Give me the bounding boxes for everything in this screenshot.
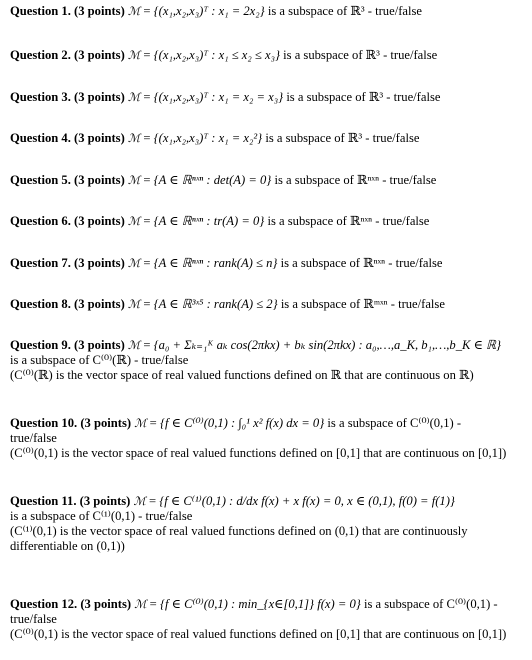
set-definition: {A ∈ ℝⁿˣⁿ : tr(A) = 0} [153,214,265,228]
question-label: Question 2. (3 points) [10,48,125,62]
question-suffix-continued: true/false [10,612,57,626]
set-definition: {(x₁,x₂,x₃)ᵀ : x₁ ≤ x₂ ≤ x₃} [153,48,280,62]
question-2: Question 2. (3 points) ℳ = {(x₁,x₂,x₃)ᵀ : x₁ ≤ x₂ ≤ x₃} is a subspace of ℝ³ - true/false [10,48,438,62]
question-label: Question 10. (3 points) [10,416,132,430]
question-suffix: is a subspace of ℝ³ - true/false [286,90,441,104]
question-12: Question 12. (3 points) ℳ = {f ∈ C⁽⁰⁾(0,1) : min_{x∈[0,1]} f(x) = 0} is a subspace of C⁽⁰⁾(0,1) - true/false (C⁽⁰⁾(0,1) is the vector space of real valued functions defined on [0,1] that are continuous on [0,1]) [10,597,525,642]
set-definition: {f ∈ C⁽¹⁾(0,1) : d/dx f(x) + x f(x) = 0, x ∈ (0,1), f(0) = f(1)} [159,494,455,508]
question-label: Question 7. (3 points) [10,256,125,270]
question-3: Question 3. (3 points) ℳ = {(x₁,x₂,x₃)ᵀ : x₁ = x₂ = x₃} is a subspace of ℝ³ - true/false [10,90,441,104]
set-definition: {A ∈ ℝⁿˣⁿ : rank(A) ≤ n} [153,256,278,270]
question-suffix: is a subspace of ℝ³ - true/false [283,48,438,62]
question-1: Question 1. (3 points) ℳ = {(x₁,x₂,x₃)ᵀ : x₁ = 2x₂} is a subspace of ℝ³ - true/false [10,4,422,18]
set-definition: {f ∈ C⁽⁰⁾(0,1) : ∫₀¹ x² f(x) dx = 0} [159,416,325,430]
set-definition: {f ∈ C⁽⁰⁾(0,1) : min_{x∈[0,1]} f(x) = 0} [159,597,361,611]
question-10: Question 10. (3 points) ℳ = {f ∈ C⁽⁰⁾(0,1) : ∫₀¹ x² f(x) dx = 0} is a subspace of C⁽⁰⁾(0,1) - true/false (C⁽⁰⁾(0,1) is the vector space of real valued functions defined on [0,1] that are continuous on [0,1]) [10,416,525,461]
question-label: Question 5. (3 points) [10,173,125,187]
set-definition: {(x₁,x₂,x₃)ᵀ : x₁ = x₂ = x₃} [153,90,284,104]
question-label: Question 6. (3 points) [10,214,125,228]
set-definition: {a₀ + Σₖ₌₁ᴷ aₖ cos(2πkx) + bₖ sin(2πkx) : a₀,…,a_K, b₁,…,b_K ∈ ℝ} [153,338,502,352]
question-suffix: is a subspace of C⁽¹⁾(0,1) - true/false [10,509,193,523]
question-6: Question 6. (3 points) ℳ = {A ∈ ℝⁿˣⁿ : tr(A) = 0} is a subspace of ℝⁿˣⁿ - true/false [10,214,430,228]
question-suffix: is a subspace of C⁽⁰⁾(0,1) - [363,597,498,611]
question-5: Question 5. (3 points) ℳ = {A ∈ ℝⁿˣⁿ : det(A) = 0} is a subspace of ℝⁿˣⁿ - true/false [10,173,437,187]
question-label: Question 3. (3 points) [10,90,125,104]
question-note: (C⁽⁰⁾(ℝ) is the vector space of real valued functions defined on ℝ that are continuous on ℝ) [10,368,474,382]
question-suffix: is a subspace of ℝ³ - true/false [265,131,420,145]
set-definition: {(x₁,x₂,x₃)ᵀ : x₁ = x₂²} [153,131,263,145]
question-suffix: is a subspace of ℝⁿˣⁿ - true/false [267,214,430,228]
question-8: Question 8. (3 points) ℳ = {A ∈ ℝ³ˣ⁵ : rank(A) ≤ 2} is a subspace of ℝᵐˣⁿ - true/false [10,297,445,311]
question-7: Question 7. (3 points) ℳ = {A ∈ ℝⁿˣⁿ : rank(A) ≤ n} is a subspace of ℝⁿˣⁿ - true/false [10,256,443,270]
question-label: Question 12. (3 points) [10,597,132,611]
question-label: Question 4. (3 points) [10,131,125,145]
question-suffix: is a subspace of ℝᵐˣⁿ - true/false [280,297,445,311]
question-note: (C⁽¹⁾(0,1) is the vector space of real valued functions defined on (0,1) that are continuously differentiable on (0,1)) [10,524,468,553]
question-11: Question 11. (3 points) ℳ = {f ∈ C⁽¹⁾(0,1) : d/dx f(x) + x f(x) = 0, x ∈ (0,1), f(0) = f(1)} is a subspace of C⁽¹⁾(0,1) - true/false (C⁽¹⁾(0,1) is the vector space of real valued functions defined on (0,1) that are continuously differentiable on (0,1)) [10,494,525,554]
question-label: Question 9. (3 points) [10,338,125,352]
question-label: Question 11. (3 points) [10,494,131,508]
question-9: Question 9. (3 points) ℳ = {a₀ + Σₖ₌₁ᴷ aₖ cos(2πkx) + bₖ sin(2πkx) : a₀,…,a_K, b₁,…,b_K ∈ ℝ} is a subspace of C⁽⁰⁾(ℝ) - true/false (C⁽⁰⁾(ℝ) is the vector space of real valued functions defined on ℝ that are continuous on ℝ) [10,338,525,383]
set-definition: {(x₁,x₂,x₃)ᵀ : x₁ = 2x₂} [153,4,265,18]
question-note: (C⁽⁰⁾(0,1) is the vector space of real valued functions defined on [0,1] that are continuous on [0,1]) [10,627,507,641]
set-definition: {A ∈ ℝⁿˣⁿ : det(A) = 0} [153,173,272,187]
question-note: (C⁽⁰⁾(0,1) is the vector space of real valued functions defined on [0,1] that are continuous on [0,1]) [10,446,507,460]
question-label: Question 1. (3 points) [10,4,125,18]
question-4: Question 4. (3 points) ℳ = {(x₁,x₂,x₃)ᵀ : x₁ = x₂²} is a subspace of ℝ³ - true/false [10,131,420,145]
question-suffix: is a subspace of C⁽⁰⁾(ℝ) - true/false [10,353,189,367]
question-suffix: is a subspace of ℝⁿˣⁿ - true/false [280,256,443,270]
question-suffix: is a subspace of ℝ³ - true/false [267,4,422,18]
question-label: Question 8. (3 points) [10,297,125,311]
question-suffix-continued: true/false [10,431,57,445]
set-definition: {A ∈ ℝ³ˣ⁵ : rank(A) ≤ 2} [153,297,278,311]
question-suffix: is a subspace of ℝⁿˣⁿ - true/false [274,173,437,187]
question-suffix: is a subspace of C⁽⁰⁾(0,1) - [327,416,462,430]
